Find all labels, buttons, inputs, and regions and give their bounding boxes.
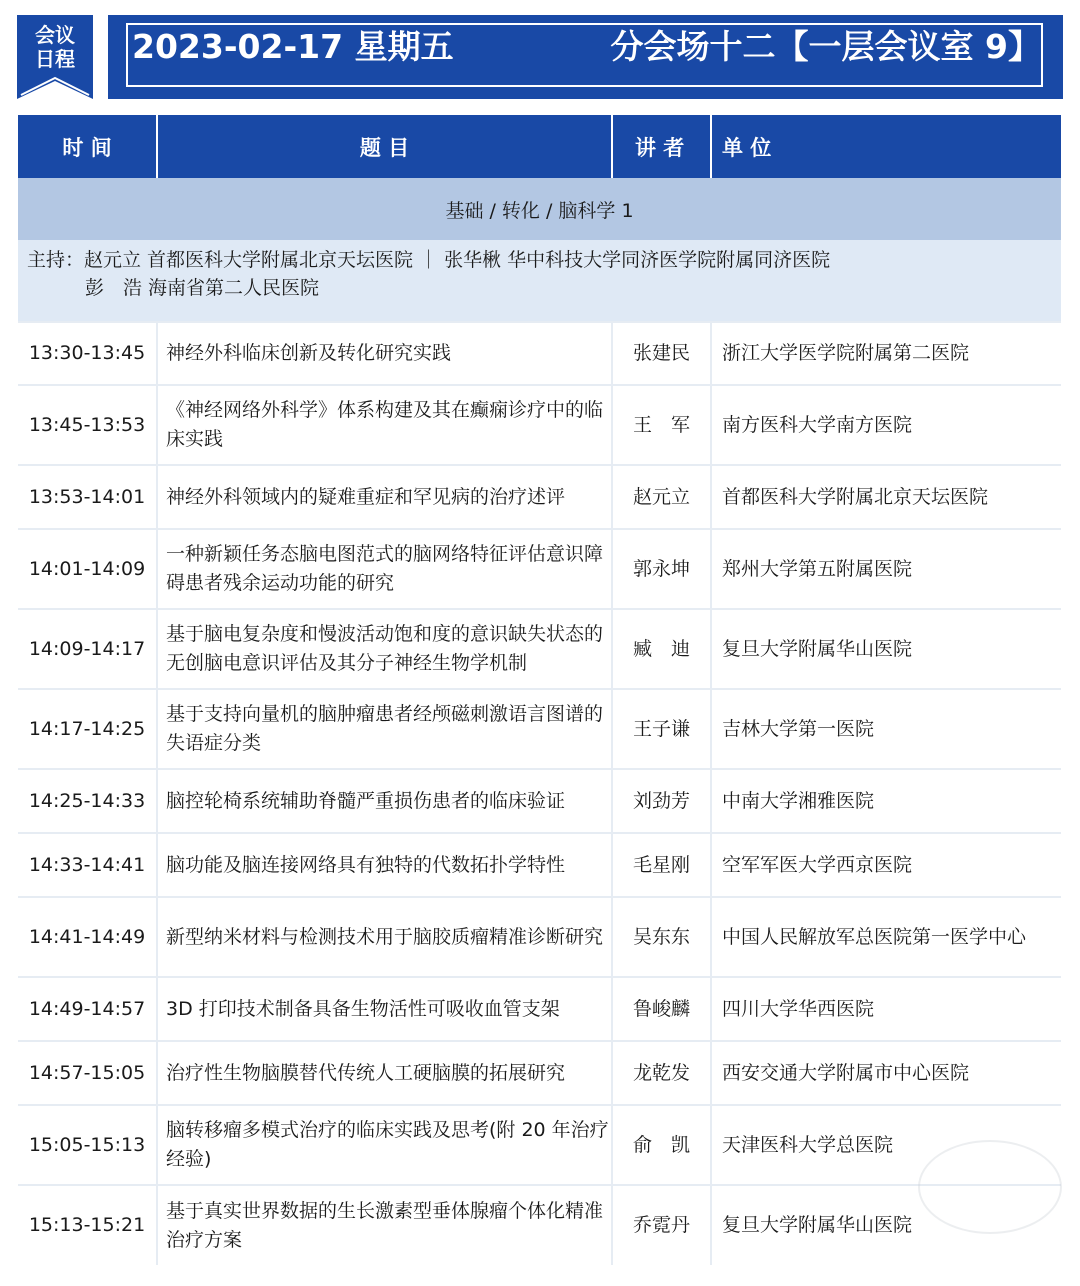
session-topic: 基于支持向量机的脑肿瘤患者经颅磁刺激语言图谱的失语症分类 [157, 689, 612, 769]
session-time: 14:41-14:49 [18, 897, 157, 977]
session-unit: 四川大学华西医院 [711, 977, 1061, 1041]
session-speaker: 乔霓丹 [612, 1185, 711, 1265]
session-time: 15:05-15:13 [18, 1105, 157, 1185]
session-unit: 郑州大学第五附属医院 [711, 529, 1061, 609]
session-time: 14:17-14:25 [18, 689, 157, 769]
session-speaker: 王子谦 [612, 689, 711, 769]
table-row [18, 322, 1061, 385]
session-unit: 天津医科大学总医院 [711, 1105, 1061, 1185]
session-unit: 中南大学湘雅医院 [711, 769, 1061, 833]
session-time: 13:53-14:01 [18, 465, 157, 529]
badge-label [17, 23, 93, 71]
chairs-line1: 主持：赵元立 首都医科大学附属北京天坛医院 ｜ 张华楸 华中科技大学同济医学院附属同济医院 [27, 249, 831, 271]
agenda-table [18, 115, 1061, 1265]
session-topic: 脑控轮椅系统辅助脊髓严重损伤患者的临床验证 [157, 769, 612, 833]
session-speaker: 刘劲芳 [612, 769, 711, 833]
session-topic: 治疗性生物脑膜替代传统人工硬脑膜的拓展研究 [157, 1041, 612, 1105]
table-row [18, 897, 1061, 977]
session-speaker: 俞 凯 [612, 1105, 711, 1185]
session-unit: 复旦大学附属华山医院 [711, 1185, 1061, 1265]
session-topic: 一种新颖任务态脑电图范式的脑网络特征评估意识障碍患者残余运动功能的研究 [157, 529, 612, 609]
session-topic: 脑转移瘤多模式治疗的临床实践及思考(附 20 年治疗经验) [157, 1105, 612, 1185]
session-time: 14:09-14:17 [18, 609, 157, 689]
table-row [18, 609, 1061, 689]
session-speaker: 赵元立 [612, 465, 711, 529]
session-speaker: 张建民 [612, 322, 711, 385]
column-header-topic: 题 目 [157, 115, 612, 178]
session-speaker: 吴东东 [612, 897, 711, 977]
session-date: 2023-02-17 星期五 [132, 27, 454, 66]
table-row [18, 1105, 1061, 1185]
session-unit: 空军军医大学西京医院 [711, 833, 1061, 897]
session-time: 14:57-15:05 [18, 1041, 157, 1105]
table-row [18, 977, 1061, 1041]
session-speaker: 毛星刚 [612, 833, 711, 897]
session-speaker: 郭永坤 [612, 529, 711, 609]
session-unit: 吉林大学第一医院 [711, 689, 1061, 769]
session-topic: 神经外科领域内的疑难重症和罕见病的治疗述评 [157, 465, 612, 529]
table-row [18, 1041, 1061, 1105]
session-time: 14:49-14:57 [18, 977, 157, 1041]
table-row [18, 833, 1061, 897]
session-venue: 分会场十二【一层会议室 9】 [610, 27, 1041, 66]
badge-line2: 日程 [35, 47, 75, 71]
session-unit: 复旦大学附属华山医院 [711, 609, 1061, 689]
chairs-line2: 彭 浩 海南省第二人民医院 [85, 277, 320, 299]
session-topic: 基于脑电复杂度和慢波活动饱和度的意识缺失状态的无创脑电意识评估及其分子神经生物学机制 [157, 609, 612, 689]
session-topic: 3D 打印技术制备具备生物活性可吸收血管支架 [157, 977, 612, 1041]
chairs-cell [18, 240, 1061, 322]
session-unit: 中国人民解放军总医院第一医学中心 [711, 897, 1061, 977]
session-speaker: 鲁峻麟 [612, 977, 711, 1041]
session-topic: 脑功能及脑连接网络具有独特的代数拓扑学特性 [157, 833, 612, 897]
column-header-time: 时 间 [18, 115, 157, 178]
table-row [18, 529, 1061, 609]
session-time: 14:25-14:33 [18, 769, 157, 833]
table-row [18, 385, 1061, 465]
session-speaker: 王 军 [612, 385, 711, 465]
session-topic: 基于真实世界数据的生长激素型垂体腺瘤个体化精准治疗方案 [157, 1185, 612, 1265]
session-speaker: 臧 迪 [612, 609, 711, 689]
session-time: 13:45-13:53 [18, 385, 157, 465]
session-time: 14:33-14:41 [18, 833, 157, 897]
chairs-row [18, 240, 1061, 322]
column-header-speaker: 讲 者 [612, 115, 711, 178]
table-row [18, 769, 1061, 833]
session-time: 15:13-15:21 [18, 1185, 157, 1265]
session-topic: 神经外科临床创新及转化研究实践 [157, 322, 612, 385]
agenda-badge [17, 15, 93, 99]
session-unit: 南方医科大学南方医院 [711, 385, 1061, 465]
badge-line1: 会议 [35, 23, 75, 47]
session-topic: 新型纳米材料与检测技术用于脑胶质瘤精准诊断研究 [157, 897, 612, 977]
table-row [18, 689, 1061, 769]
session-time: 14:01-14:09 [18, 529, 157, 609]
table-row [18, 1185, 1061, 1265]
table-row [18, 465, 1061, 529]
session-unit: 首都医科大学附属北京天坛医院 [711, 465, 1061, 529]
session-speaker: 龙乾发 [612, 1041, 711, 1105]
session-unit: 浙江大学医学院附属第二医院 [711, 322, 1061, 385]
watermark-logo [918, 1140, 1062, 1234]
header-banner [108, 15, 1063, 99]
session-time: 13:30-13:45 [18, 322, 157, 385]
column-header-unit: 单 位 [711, 115, 1061, 178]
session-topic: 《神经网络外科学》体系构建及其在癫痫诊疗中的临床实践 [157, 385, 612, 465]
table-header-row [18, 115, 1061, 178]
section-row [18, 178, 1061, 240]
section-title: 基础 / 转化 / 脑科学 1 [18, 178, 1061, 240]
session-unit: 西安交通大学附属市中心医院 [711, 1041, 1061, 1105]
